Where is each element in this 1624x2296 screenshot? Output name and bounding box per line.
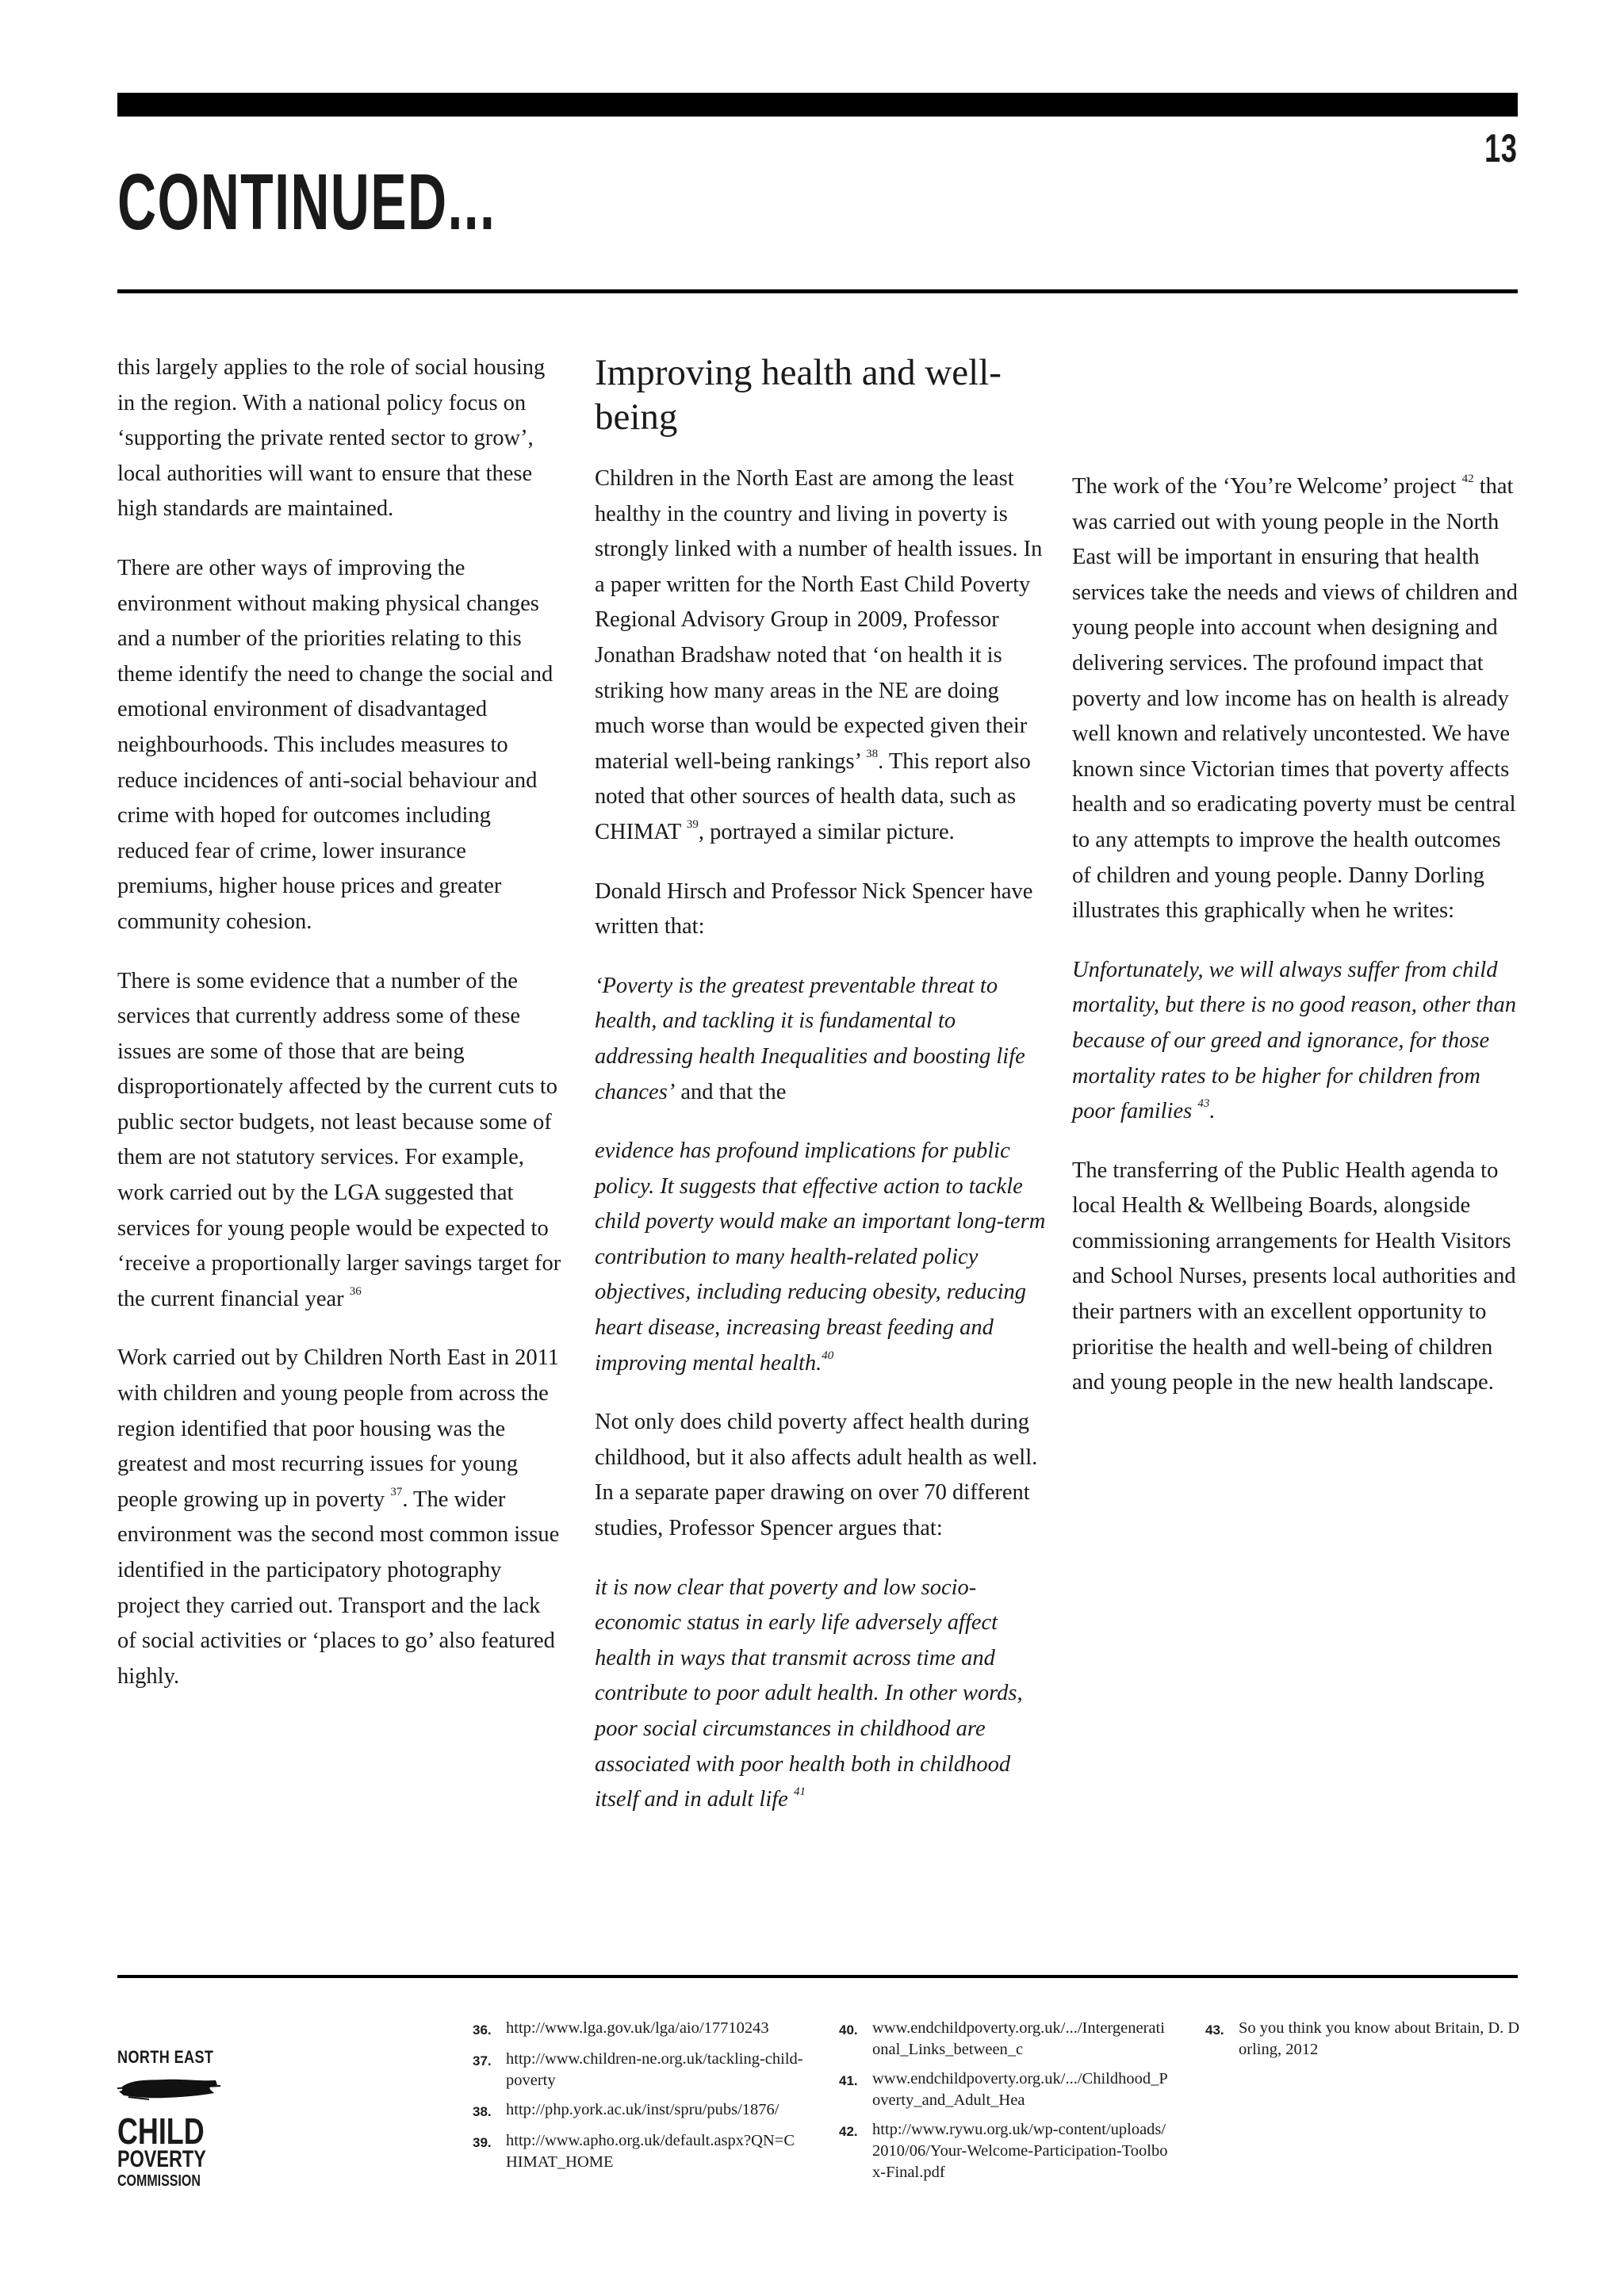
footnote xyxy=(1205,2018,1522,2061)
footnote-link[interactable]: www.endchildpoverty.org.uk/.../Childhood_Poverty_and_Adult_Hea xyxy=(872,2070,1168,2109)
logo-line-child: CHILD xyxy=(117,2110,205,2152)
quote: ‘Poverty is the greatest preventable threat to health, and tackling it is fundamental to addressing health Inequalities and boosting life chances’ xyxy=(595,973,1025,1104)
footnote-number: 36. xyxy=(473,2022,492,2038)
footnote xyxy=(473,2049,806,2091)
footnote-link[interactable]: http://www.rywu.org.uk/wp-content/uploads/2010/06/Your-Welcome-Participation-Toolbox-Final.pdf xyxy=(872,2121,1168,2181)
commission-logo xyxy=(117,2047,220,2191)
logo-line-poverty: POVERTY xyxy=(117,2146,206,2172)
footnote-ref: 41 xyxy=(793,1785,806,1799)
footnote-ref: 42 xyxy=(1461,473,1474,485)
top-bar xyxy=(117,93,1518,117)
paragraph: this largely applies to the role of social housing in the region. With a national policy focus on ‘supporting the private rented sector to grow’, local authorities will want to ensure that these high standards are maintained. xyxy=(117,355,546,522)
footnote-link[interactable]: http://www.lga.gov.uk/lga/aio/17710243 xyxy=(506,2019,769,2037)
paragraph: Donald Hirsch and Professor Nick Spencer have written that: xyxy=(595,878,1033,939)
footnote xyxy=(839,2119,1172,2183)
quote xyxy=(595,1134,1047,1381)
paragraph-text: . This report also noted that other sources of health data, such as CHIMAT xyxy=(595,748,1031,844)
paragraph xyxy=(1072,469,1520,929)
paragraph-text: and that the xyxy=(675,1079,787,1104)
paragraph xyxy=(117,1341,561,1694)
paragraph: Not only does child poverty affect health during childhood, but it also affects adult health as well. In a separate paper drawing on over 70 different studies, Professor Spencer argues that: xyxy=(595,1410,1038,1541)
footnote-ref: 39 xyxy=(686,817,699,831)
footnote xyxy=(473,2130,806,2173)
footnote-number: 43. xyxy=(1205,2022,1224,2038)
footnote-link[interactable]: http://www.apho.org.uk/default.aspx?QN=CHIMAT_HOME xyxy=(506,2132,795,2171)
logo-line-north-east: NORTH EAST xyxy=(117,2047,214,2067)
footnote-link[interactable]: http://php.york.ac.uk/inst/spru/pubs/1876/ xyxy=(506,2101,779,2118)
quote-end: . xyxy=(1209,1099,1216,1124)
paragraph-text: Children in the North East are among the least healthy in the country and living in poverty is strongly linked with a number of health issues. In a paper written for the North East Child Poverty Regional Advisory Group in 2009, Professor Jonathan Bradshaw noted that ‘on health it is striking how many areas in the NE are doing much worse than would be expected given their material well-being rankings’ xyxy=(595,466,1043,774)
footnote-number: 38. xyxy=(473,2104,492,2119)
footnotes-column-1 xyxy=(473,2018,806,2181)
quote xyxy=(595,1571,1047,1818)
page-title: CONTINUED... xyxy=(117,158,496,247)
column-2 xyxy=(595,350,1047,1842)
footnote-number: 42. xyxy=(839,2124,858,2139)
footer-divider xyxy=(117,1975,1518,1978)
quote xyxy=(1072,953,1520,1130)
page-number: 13 xyxy=(1484,126,1518,170)
footnote xyxy=(839,2018,1172,2061)
paragraph-text: There is some evidence that a number of the services that currently address some of these issues are some of those that are being disproportionately affected by the current cuts to public sector budgets, not least because some of them are not statutory services. For example, work carried out by the LGA suggested that services for young people would be expected to ‘receive a proportionally larger savings target for the current financial year xyxy=(117,968,561,1311)
footnote-ref: 43 xyxy=(1197,1097,1210,1111)
footnote-ref: 38 xyxy=(866,747,879,760)
footnotes-column-2 xyxy=(839,2018,1172,2191)
paragraph-text: . The wider environment was the second most common issue identified in the participatory photography project they carried out. Transport and the lack of social activities or ‘places to go’ also featured highly. xyxy=(117,1487,560,1689)
footnotes-column-3 xyxy=(1205,2018,1522,2068)
logo-line-commission: COMMISSION xyxy=(117,2172,201,2190)
paragraph-text: Work carried out by Children North East in 2011 with children and young people from across the region identified that poor housing was the greatest and most recurring issues for young people growing up in poverty xyxy=(117,1345,560,1512)
footnote-number: 40. xyxy=(839,2022,858,2038)
footnote-link[interactable]: http://www.children-ne.org.uk/tackling-child-poverty xyxy=(506,2050,803,2089)
paragraph xyxy=(595,969,1047,1110)
paragraph-text: , portrayed a similar picture. xyxy=(698,819,955,844)
quote-text: it is now clear that poverty and low socio-economic status in early life adversely affect health in ways that transmit across time and contribute to poor adult health. In other words, poor social circumstances in childhood are associated with poor health both in childhood itself and in adult life xyxy=(595,1575,1023,1812)
paragraph-text: The work of the ‘You’re Welcome’ project xyxy=(1072,474,1457,499)
footnote-number: 37. xyxy=(473,2053,492,2068)
footnote-text: So you think you know about Britain, D. Dorling, 2012 xyxy=(1239,2019,1520,2058)
footnote xyxy=(473,2018,806,2041)
footnote-number: 41. xyxy=(839,2073,858,2088)
footnote-ref: 40 xyxy=(822,1349,834,1362)
paragraph xyxy=(595,461,1047,851)
paragraph: The transferring of the Public Health agenda to local Health & Wellbeing Boards, alongside commissioning arrangements for Health Visitors and School Nurses, presents local authorities and their partners with an excellent opportunity to prioritise the health and well-being of children and young people in the new health landscape. xyxy=(1072,1158,1516,1395)
column-3 xyxy=(1072,469,1520,1425)
footnote xyxy=(839,2068,1172,2111)
footnote-ref: 36 xyxy=(349,1284,362,1298)
footnote-number: 39. xyxy=(473,2135,492,2150)
brush-stroke-icon xyxy=(117,2072,220,2104)
paragraph: There are other ways of improving the environment without making physical changes and a number of the priorities relating to this theme identify the need to change the social and emotional environment of disadvantaged neighbourhoods. This includes measures to reduce incidences of anti-social behaviour and crime with hoped for outcomes including reduced fear of crime, lower insurance premiums, higher house prices and greater community cohesion. xyxy=(117,555,553,934)
footnote-link[interactable]: www.endchildpoverty.org.uk/.../Intergenerational_Links_between_c xyxy=(872,2019,1165,2058)
column-1 xyxy=(117,350,561,1718)
footnote xyxy=(473,2099,806,2122)
footnote-ref: 37 xyxy=(390,1485,403,1498)
header-divider xyxy=(117,289,1518,293)
quote-text: evidence has profound implications for public policy. It suggests that effective action to tackle child poverty would make an important long-term contribution to many health-related policy objectives, including reducing obesity, reducing heart disease, increasing breast feeding and improving mental health. xyxy=(595,1138,1046,1376)
paragraph xyxy=(117,964,561,1318)
section-heading: Improving health and well-being xyxy=(595,352,1002,438)
paragraph-text: that was carried out with young people in the North East will be important in ensuring that health services take the needs and views of children and young people into account when designing and delivering services. The profound impact that poverty and low income has on health is already well known and relatively uncontested. We have known since Victorian times that poverty affects health and so eradicating poverty must be central to any attempts to improve the health outcomes of children and young people. Danny Dorling illustrates this graphically when he writes: xyxy=(1072,474,1518,924)
quote-text: Unfortunately, we will always suffer from child mortality, but there is no good reason, other than because of our greed and ignorance, for those mortality rates to be higher for children from poor families xyxy=(1072,957,1516,1124)
